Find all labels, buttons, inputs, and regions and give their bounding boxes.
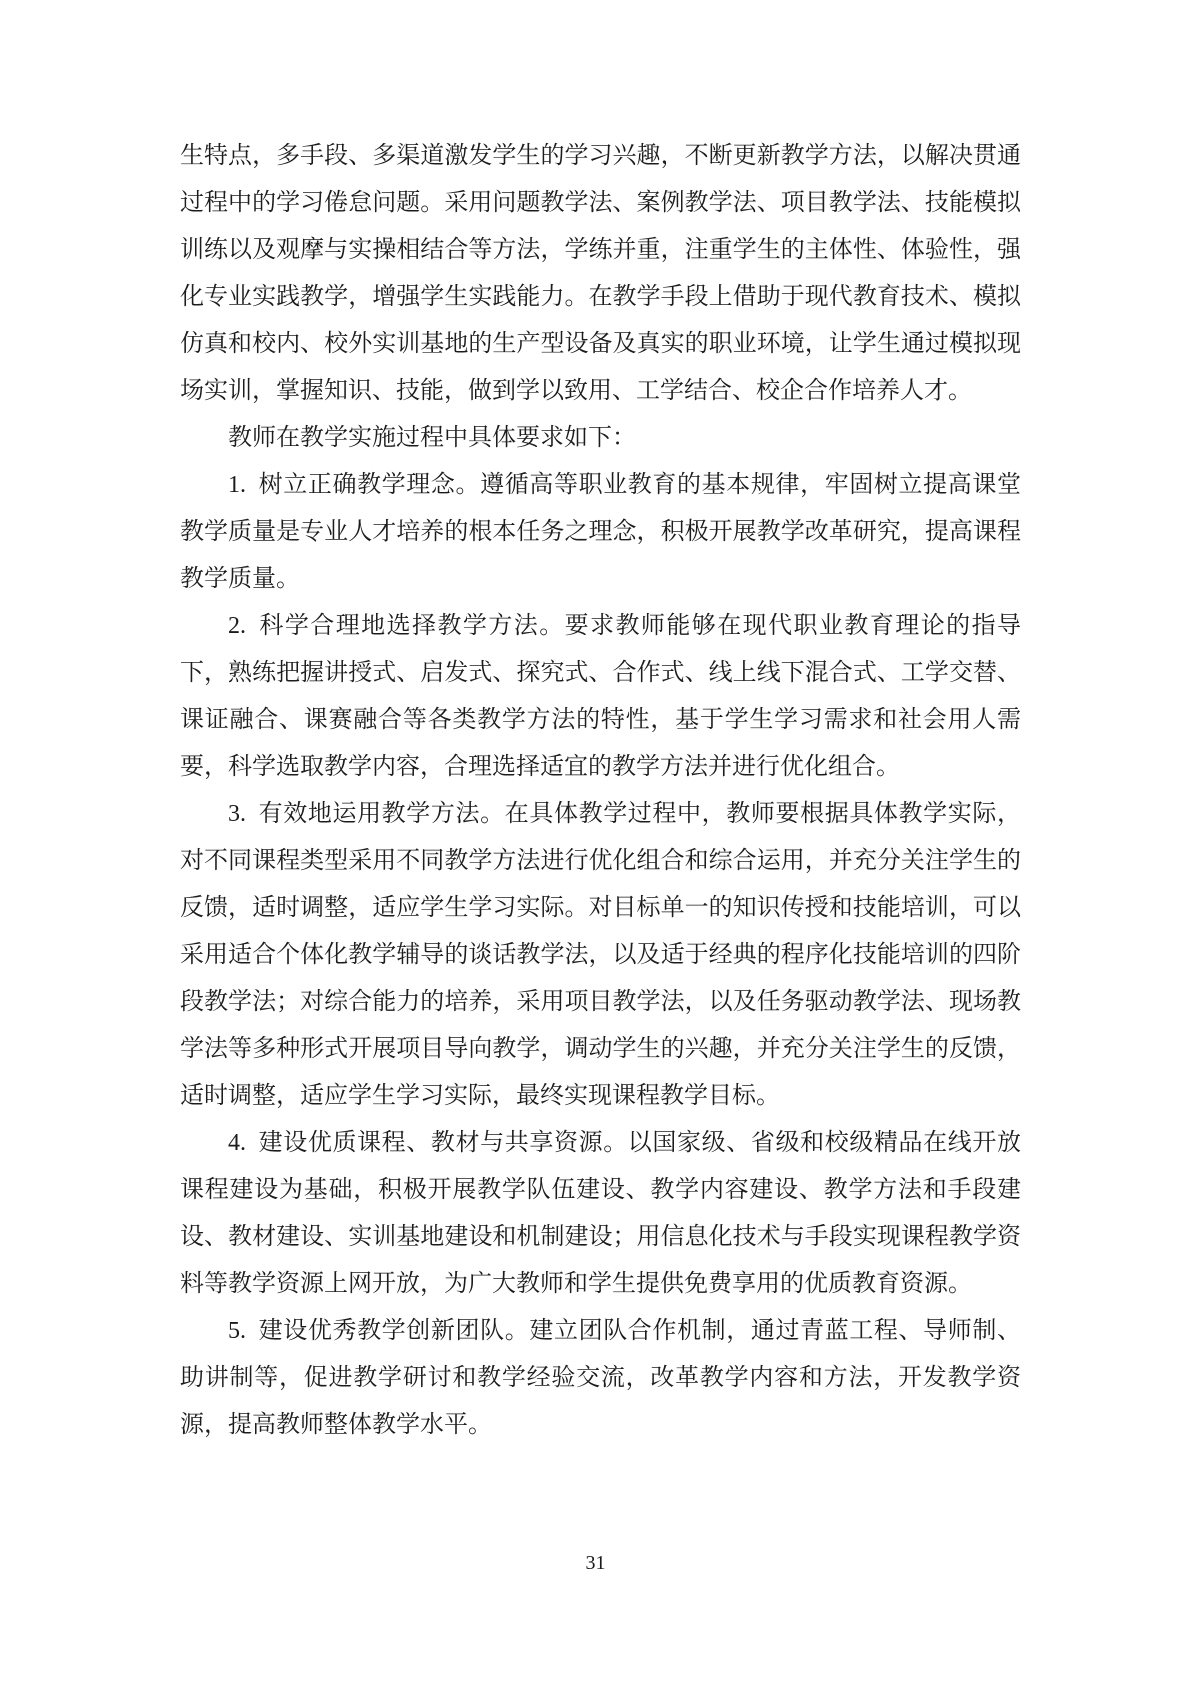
paragraph-item-3: 3. 有效地运用教学方法。在具体教学过程中，教师要根据具体教学实际，对不同课程类型采用不同教学方法进行优化组合和综合运用，并充分关注学生的反馈，适时调整，适应学生学习实际。对目标单一的知识传授和技能培训，可以采用适合个体化教学辅导的谈话教学法，以及适于经典的程序化技能培训的四阶段教学法；对综合能力的培养，采用项目教学法，以及任务驱动教学法、现场教学法等多种形式开展项目导向教学，调动学生的兴趣，并充分关注学生的反馈，适时调整，适应学生学习实际，最终实现课程教学目标。 xyxy=(180,801,1021,1109)
paragraph-item-5: 5. 建设优秀教学创新团队。建立团队合作机制，通过青蓝工程、导师制、助讲制等，促进教学研讨和教学经验交流，改革教学内容和方法，开发教学资源，提高教师整体教学水平。 xyxy=(180,1318,1021,1438)
paragraph-item-2: 2. 科学合理地选择教学方法。要求教师能够在现代职业教育理论的指导下，熟练把握讲授式、启发式、探究式、合作式、线上线下混合式、工学交替、课证融合、课赛融合等各类教学方法的特性，基于学生学习需求和社会用人需要，科学选取教学内容，合理选择适宜的教学方法并进行优化组合。 xyxy=(180,613,1021,780)
paragraph-continuation: 生特点，多手段、多渠道激发学生的学习兴趣，不断更新教学方法，以解决贯通过程中的学习倦怠问题。采用问题教学法、案例教学法、项目教学法、技能模拟训练以及观摩与实操相结合等方法，学练并重，注重学生的主体性、体验性，强化专业实践教学，增强学生实践能力。在教学手段上借助于现代教育技术、模拟仿真和校内、校外实训基地的生产型设备及真实的职业环境，让学生通过模拟现场实训，掌握知识、技能，做到学以致用、工学结合、校企合作培养人才。 xyxy=(180,143,1021,404)
document-body xyxy=(180,133,1021,1449)
page-number: 31 xyxy=(585,1552,606,1574)
paragraph-item-4: 4. 建设优质课程、教材与共享资源。以国家级、省级和校级精品在线开放课程建设为基础，积极开展教学队伍建设、教学内容建设、教学方法和手段建设、教材建设、实训基地建设和机制建设；用信息化技术与手段实现课程教学资料等教学资源上网开放，为广大教师和学生提供免费享用的优质教育资源。 xyxy=(180,1130,1021,1297)
paragraph-intro: 教师在教学实施过程中具体要求如下： xyxy=(228,425,636,451)
paragraph-item-1: 1. 树立正确教学理念。遵循高等职业教育的基本规律，牢固树立提高课堂教学质量是专业人才培养的根本任务之理念，积极开展教学改革研究，提高课程教学质量。 xyxy=(180,472,1021,592)
